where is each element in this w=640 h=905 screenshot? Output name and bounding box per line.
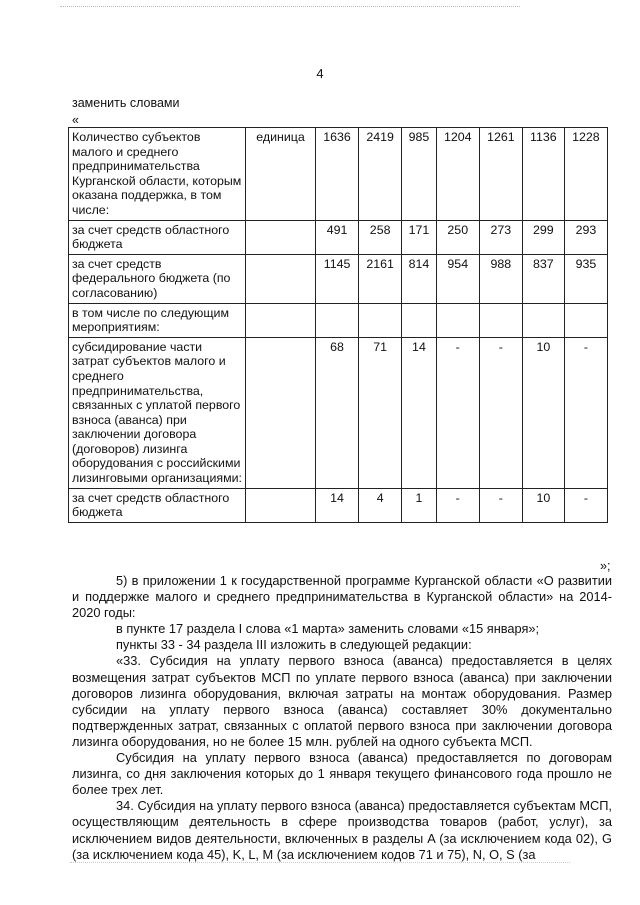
row-unit <box>246 303 316 337</box>
scan-artifact-top <box>60 6 520 7</box>
row-label: за счет средств областного бюджета <box>69 488 246 522</box>
value-cell: 1 <box>402 488 437 522</box>
table-row <box>69 488 608 522</box>
value-cell <box>564 303 607 337</box>
indicator-table <box>68 127 608 523</box>
value-cell: 988 <box>479 254 522 303</box>
value-cell: 14 <box>402 337 437 488</box>
table-row <box>69 337 608 488</box>
value-cell: - <box>564 337 607 488</box>
value-cell: 985 <box>402 128 437 221</box>
row-unit <box>246 337 316 488</box>
value-cell <box>479 303 522 337</box>
value-cell: 1228 <box>564 128 607 221</box>
value-cell: 250 <box>436 220 479 254</box>
table-row <box>69 220 608 254</box>
paragraph-points-33-34: пункты 33 - 34 раздела III изложить в следующей редакции: <box>116 637 472 653</box>
value-cell: - <box>436 488 479 522</box>
value-cell <box>436 303 479 337</box>
value-cell: - <box>436 337 479 488</box>
value-cell: 10 <box>522 488 564 522</box>
row-unit <box>246 488 316 522</box>
row-label: субсидирование части затрат субъектов малого и среднего предпринимательства, связанных с уплатой первого взноса (аванса) при заключении договора (договоров) лизинга оборудования с российскими лизинговыми организациями: <box>69 337 246 488</box>
closing-quote: »; <box>600 559 611 573</box>
paragraph-34: 34. Субсидия на уплату первого взноса (аванса) предоставляется субъектам МСП, осуществляющим деятельность в сфере производства товаров (работ, услуг), за исключением видов деятельности, включенных в разделы A (за исключением кода 02), G (за исключением кода 45), K, L, M (за исключением кодов 71 и 75), N, O, S (за <box>72 798 612 862</box>
paragraph-33: «33. Субсидия на уплату первого взноса (аванса) предоставляется в целях возмещения затрат субъектов МСП по уплате первого взноса (аванса) при заключении договоров лизинга оборудования, включая затраты на монтаж оборудования. Размер субсидии на уплату первого взноса (аванса) составляет 30% документально подтвержденных затрат, связанных с оплатой первого взноса при заключении договора лизинга оборудования, но не более 15 млн. рублей на одного субъекта МСП. <box>72 653 612 749</box>
value-cell <box>522 303 564 337</box>
value-cell: 68 <box>316 337 359 488</box>
table-row <box>69 303 608 337</box>
value-cell: 14 <box>316 488 359 522</box>
value-cell: 258 <box>359 220 402 254</box>
value-cell: 491 <box>316 220 359 254</box>
opening-quote: « <box>72 113 79 127</box>
value-cell: 293 <box>564 220 607 254</box>
value-cell: 71 <box>359 337 402 488</box>
value-cell: 2419 <box>359 128 402 221</box>
value-cell: 299 <box>522 220 564 254</box>
value-cell: 1136 <box>522 128 564 221</box>
row-label: в том числе по следующим мероприятиям: <box>69 303 246 337</box>
row-unit <box>246 254 316 303</box>
table-row <box>69 128 608 221</box>
value-cell: 273 <box>479 220 522 254</box>
value-cell: 10 <box>522 337 564 488</box>
value-cell: 4 <box>359 488 402 522</box>
row-label: за счет средств областного бюджета <box>69 220 246 254</box>
row-label: за счет средств федерального бюджета (по согласованию) <box>69 254 246 303</box>
value-cell: 1204 <box>436 128 479 221</box>
value-cell: 1636 <box>316 128 359 221</box>
value-cell: - <box>479 337 522 488</box>
paragraph-33-term: Субсидия на уплату первого взноса (аванса) предоставляется по договорам лизинга, со дня заключения которых до 1 января текущего финансового года прошло не более трех лет. <box>72 750 612 798</box>
value-cell: 1145 <box>316 254 359 303</box>
value-cell: 837 <box>522 254 564 303</box>
table-row <box>69 254 608 303</box>
value-cell: 954 <box>436 254 479 303</box>
value-cell: 2161 <box>359 254 402 303</box>
row-label: Количество субъектов малого и среднего предпринимательства Курганской области, которым оказана поддержка, в том числе: <box>69 128 246 221</box>
value-cell: 171 <box>402 220 437 254</box>
intro-text: заменить словами <box>72 96 180 110</box>
value-cell <box>402 303 437 337</box>
row-unit: единица <box>246 128 316 221</box>
paragraph-point-17: в пункте 17 раздела I слова «1 марта» заменить словами «15 января»; <box>116 621 540 637</box>
page-number: 4 <box>316 66 324 81</box>
value-cell <box>359 303 402 337</box>
paragraph-item-5: 5) в приложении 1 к государственной программе Курганской области «О развитии и поддержке малого и среднего предпринимательства в Курганской области» на 2014-2020 годы: <box>72 573 612 621</box>
value-cell: 1261 <box>479 128 522 221</box>
value-cell: - <box>564 488 607 522</box>
scan-artifact-bottom <box>70 862 570 863</box>
value-cell: - <box>479 488 522 522</box>
value-cell <box>316 303 359 337</box>
value-cell: 814 <box>402 254 437 303</box>
row-unit <box>246 220 316 254</box>
document-body <box>72 573 612 863</box>
value-cell: 935 <box>564 254 607 303</box>
